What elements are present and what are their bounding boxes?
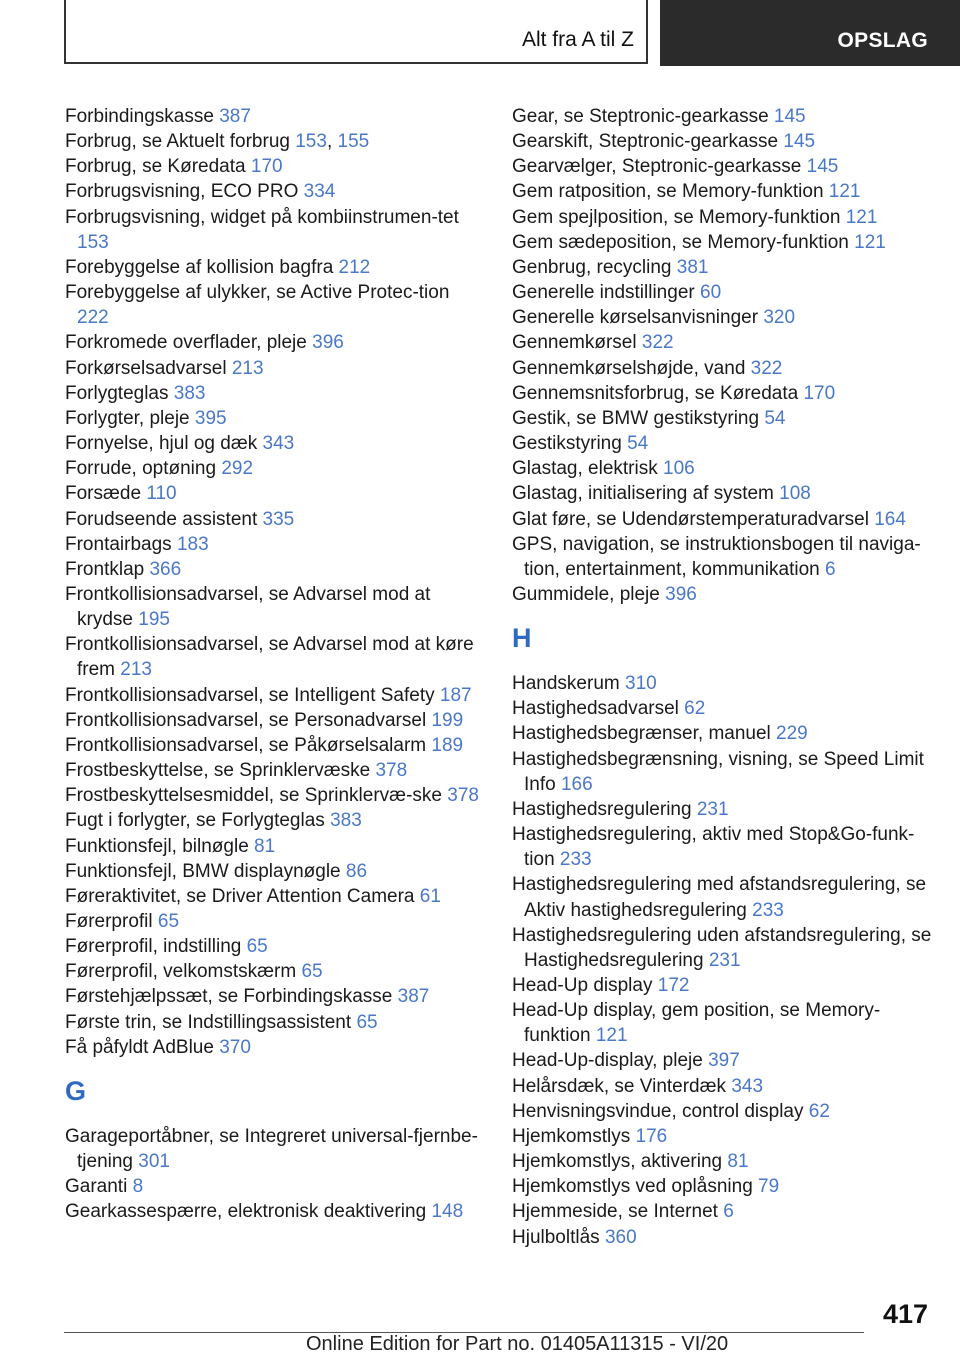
index-entry [512,330,932,355]
index-entry-term: Genbrug, recycling [512,256,677,278]
page-reference-link[interactable]: 396 [665,583,697,605]
page-reference-link[interactable]: 86 [345,860,368,882]
page-reference-link[interactable]: 81 [727,1151,749,1173]
index-entry-term: Føreraktivitet, se Driver Attention Camera [65,885,420,907]
index-entry-term: Frostbeskyttelse, se Sprinklervæske [65,760,376,782]
index-column-right [512,104,932,1250]
index-entry-term: Generelle kørselsanvisninger [512,307,764,329]
index-entry-term: Frontkollisionsadvarsel, se Advarsel mod at krydse [65,583,431,631]
index-entry [65,406,485,431]
index-entry-term: Forsæde [65,483,147,505]
index-entry [65,129,485,154]
index-entry [65,1010,485,1035]
index-entry-term: Hastighedsadvarsel [512,698,685,720]
index-entry [512,822,932,872]
index-entry [512,747,932,797]
index-entry-term: Frontairbags [65,533,177,555]
page-reference-link[interactable]: 231 [708,949,741,971]
index-entry-term: Hastighedsregulering [512,798,697,820]
index-entry [65,808,485,833]
page-reference-link[interactable]: 164 [874,508,906,530]
index-entry [65,582,485,632]
index-entry-term: Gennemsnitsforbrug, se Køredata [512,382,804,404]
index-entry [512,1074,932,1099]
page-reference-link[interactable]: 166 [560,773,593,795]
index-entry-term: Gestikstyring [512,433,628,455]
page-reference-link[interactable]: 106 [663,458,695,480]
index-entry-term: Førstehjælpssæt, se Forbindingskasse [65,986,398,1008]
index-entry [512,1149,932,1174]
index-entry-term: Gearvælger, Steptronic-gearkasse [512,156,807,178]
index-entry-term: Forkørselsadvarsel [65,357,232,379]
page-reference-link[interactable]: 121 [854,231,886,253]
chapter-tab [660,0,960,66]
index-entry [512,1099,932,1124]
index-entry [65,758,485,783]
page-reference-link[interactable]: 79 [758,1176,780,1198]
section-header-box [64,0,648,64]
page-reference-link[interactable]: 222 [77,307,109,329]
index-entry-term: Hjemkomstlys ved oplåsning [512,1176,759,1198]
index-entry-term: Funktionsfejl, BMW displaynøgle [65,860,346,882]
index-entry-term: Hjemkomstlys, aktivering [512,1151,728,1173]
index-entry-term: Head-Up-display, pleje [512,1050,709,1072]
index-entry [512,104,932,129]
index-entry-term: Forbrug, se Køredata [65,156,251,178]
page-reference-link[interactable]: 189 [431,734,464,756]
index-entry-term: Gearskift, Steptronic-gearkasse [512,131,784,153]
index-entry [512,721,932,746]
page-reference-link[interactable]: 343 [262,433,295,455]
index-entry [512,923,932,973]
page-reference-link[interactable]: 121 [845,206,878,228]
index-entry-term: Forudseende assistent [65,508,263,530]
index-entry-term: Handskerum [512,673,625,695]
index-entry-term: Forbrug, se Aktuelt forbrug [65,131,296,153]
index-entry [65,909,485,934]
index-entry-term: Hastighedsregulering uden afstandsregulering, se Hastighedsregulering [512,924,932,971]
index-entry [512,456,932,481]
index-entry [512,356,932,381]
page-reference-link[interactable]: 153 [77,231,109,253]
index-entry [65,456,485,481]
page-reference-link[interactable]: 322 [750,357,783,379]
index-entry [512,872,932,922]
index-entry-term: Frontkollisionsadvarsel, se Advarsel mod at køre frem [65,634,474,681]
index-entry [65,884,485,909]
index-entry [65,959,485,984]
page-reference-link[interactable]: 366 [149,558,182,580]
index-entry [512,406,932,431]
index-entry-term: Helårsdæk, se Vinterdæk [512,1075,732,1097]
index-entry-term: Førerprofil, velkomstskærm [65,961,302,983]
index-entry [512,507,932,532]
index-entry [65,104,485,129]
index-entry [512,1225,932,1250]
index-entry-term: Glat føre, se Udendørstemperaturadvarsel [512,508,875,530]
index-entry-term: Glastag, initialisering af system [512,483,780,505]
chapter-title: OPSLAG [837,29,928,52]
index-letter-heading: H [512,623,532,654]
index-entry-term: Forrude, optøning [65,458,222,480]
index-entry-term: Hastighedsregulering, aktiv med Stop&Go-funk‐tion [512,824,915,871]
index-entry [65,280,485,330]
page-reference-link[interactable]: 61 [419,885,441,907]
page-reference-link[interactable]: 153 [295,131,327,153]
page-reference-link[interactable]: 187 [439,684,472,706]
page-reference-link[interactable]: 155 [337,131,370,153]
page-reference-link[interactable]: 65 [157,911,180,932]
page-header [0,0,960,66]
index-entry [65,179,485,204]
page-reference-link[interactable]: 121 [828,181,861,203]
index-entry [65,1035,485,1060]
index-entry-term: Første trin, se Indstillingsassistent [65,1011,357,1033]
page-reference-link[interactable]: 65 [301,961,323,983]
page-reference-link[interactable]: 6 [825,558,836,580]
index-entry [65,783,485,808]
page-reference-link[interactable]: 110 [146,483,177,505]
index-entry [65,683,485,708]
index-entry [512,154,932,179]
index-entry-term: Gennemkørsel [512,332,642,354]
index-entry-term: Forbrugsvisning, ECO PRO [65,181,304,203]
page-reference-link[interactable]: 310 [625,673,657,695]
index-entry-term: Fornyelse, hjul og dæk [65,433,263,455]
page-reference-link[interactable]: 54 [627,433,649,455]
index-entry [512,973,932,998]
page-reference-link[interactable]: 383 [173,382,206,404]
index-entry [65,557,485,582]
index-entry-term: Frontkollisionsadvarsel, se Intelligent Safety [65,684,440,706]
index-entry [65,1124,485,1174]
page-reference-link[interactable]: 145 [806,156,839,178]
index-entry [65,481,485,506]
index-entry-term: Hastighedsregulering med afstandsregulering, se Aktiv hastighedsregulering [512,874,927,921]
index-entry-term: Forebyggelse af ulykker, se Active Protec‐tion [65,282,450,304]
index-entry [512,1124,932,1149]
index-entry [512,998,932,1048]
index-entry [512,1048,932,1073]
page-reference-link[interactable]: 148 [431,1201,464,1223]
index-entry [512,696,932,721]
page-reference-link[interactable]: 199 [431,709,464,731]
index-entry-term: Gestik, se BMW gestikstyring [512,407,765,429]
index-entry [512,532,932,582]
page-reference-link[interactable]: 383 [330,810,362,832]
index-entry-term: Garanti [65,1176,133,1198]
page-reference-link[interactable]: 233 [559,849,592,871]
index-entry-term: Frontklap [65,558,150,580]
page-reference-link[interactable]: 301 [138,1151,170,1173]
index-entry-term: Fugt i forlygter, se Forlygteglas [65,810,331,832]
index-entry-term: Head-Up display, gem position, se Memory-funktion [512,1000,881,1047]
page-reference-link[interactable]: 320 [763,307,796,329]
index-entry [65,205,485,255]
footer-edition-text: Online Edition for Part no. 01405A11315 - VI/20 [306,1333,729,1355]
index-entry-term: Frostbeskyttelsesmiddel, se Sprinklervæ‐ske [65,785,448,807]
page-reference-link[interactable]: 395 [194,407,227,429]
index-entry-term: Frontkollisionsadvarsel, se Påkørselsalarm [65,734,432,756]
page-reference-link[interactable]: 62 [808,1100,830,1122]
page-reference-link[interactable]: 378 [447,785,479,807]
page-reference-link[interactable]: 334 [303,181,336,203]
index-entry [65,507,485,532]
page-ref-separator: , [326,131,338,153]
index-entry [512,1174,932,1199]
page-reference-link[interactable]: 397 [708,1050,740,1072]
index-entry [65,356,485,381]
index-entry-term: Forlygteglas [65,382,174,404]
index-entry [65,632,485,682]
index-entry-term: Gem spejlposition, se Memory-funktion [512,206,846,228]
page-reference-link[interactable]: 292 [221,458,254,480]
page-reference-link[interactable]: 335 [262,508,295,530]
index-entry-term: Generelle indstillinger [512,282,700,304]
page-reference-link[interactable]: 370 [219,1036,251,1058]
index-entry [65,381,485,406]
index-entry [65,708,485,733]
index-entry-term: Garageportåbner, se Integreret universal-fjernbe‐tjening [65,1125,478,1173]
index-entry [512,205,932,230]
page-reference-link[interactable]: 378 [375,760,408,782]
page-reference-link[interactable]: 195 [138,609,170,631]
page-number: 417 [882,1299,928,1329]
page-reference-link[interactable]: 145 [783,131,816,153]
index-entry-term: Forbrugsvisning, widget på kombiinstrumen‐tet [65,206,459,228]
page-reference-link[interactable]: 229 [776,723,808,745]
page-reference-link[interactable]: 233 [752,899,784,921]
page-reference-link[interactable]: 121 [595,1025,628,1047]
page-reference-link[interactable]: 170 [803,382,836,404]
index-entry [512,582,932,607]
index-entry [512,255,932,280]
page-reference-link[interactable]: 231 [696,798,729,820]
index-entry [512,305,932,330]
page-reference-link[interactable]: 381 [676,256,709,278]
index-entry [65,330,485,355]
index-entry-term: Hastighedsbegrænser, manuel [512,723,777,745]
index-entry-term: GPS, navigation, se instruktionsbogen til naviga‐tion, entertainment, kommunikation [512,533,921,580]
index-entry-term: Hjemmeside, se Internet [512,1201,724,1223]
page-reference-link[interactable]: 387 [397,986,430,1008]
index-entry-term: Førerprofil, indstilling [65,936,247,958]
index-entry [512,481,932,506]
index-entry [65,859,485,884]
index-entry [65,834,485,859]
index-entry [65,431,485,456]
index-entry [512,280,932,305]
index-entry [65,1199,485,1224]
index-entry-term: Hjulboltlås [512,1226,605,1248]
index-entry-term: Forbindingskasse [65,106,220,127]
index-entry-term: Hastighedsbegrænsning, visning, se Speed Limit Info [512,748,924,795]
index-entry-term: Henvisningsvindue, control display [512,1100,809,1122]
index-entry-term: Få påfyldt AdBlue [65,1036,220,1058]
page-reference-link[interactable]: 322 [641,332,674,354]
index-entry [65,154,485,179]
index-column-left [65,104,485,1225]
index-entry [512,797,932,822]
index-entry [512,1199,932,1224]
page-reference-link[interactable]: 387 [219,106,251,127]
page-reference-link[interactable]: 81 [254,835,276,857]
index-entry [65,532,485,557]
index-letter-heading: G [65,1075,87,1106]
index-entry [512,671,932,696]
page-reference-link[interactable]: 183 [176,533,209,555]
index-entry [65,1174,485,1199]
index-entry [512,431,932,456]
index-entry [65,984,485,1009]
section-title: Alt fra A til Z [521,28,634,51]
index-entry-term: Gennemkørselshøjde, vand [512,357,751,379]
page-reference-link[interactable]: 343 [731,1075,764,1097]
page-reference-link[interactable]: 176 [635,1125,668,1147]
index-entry-term: Førerprofil [65,911,158,932]
index-entry-term: Gummidele, pleje [512,583,666,605]
page-reference-link[interactable]: 145 [773,106,806,127]
index-entry-term: Hjemkomstlys [512,1125,636,1147]
index-entry-term: Forlygter, pleje [65,407,195,429]
page-reference-link[interactable]: 396 [312,332,344,354]
page-reference-link[interactable]: 65 [246,936,268,958]
page-reference-link[interactable]: 60 [700,282,722,304]
index-entry [65,733,485,758]
index-entry-term: Forebyggelse af kollision bagfra [65,256,339,278]
page-reference-link[interactable]: 213 [120,659,152,681]
index-entry [65,934,485,959]
index-entry-term: Frontkollisionsadvarsel, se Personadvarsel [65,709,432,731]
index-entry-term: Gem ratposition, se Memory-funktion [512,181,829,203]
page-reference-link[interactable]: 172 [657,975,690,996]
index-entry-term: Head-Up display [512,975,658,996]
page-reference-link[interactable]: 54 [764,407,786,429]
index-entry [512,230,932,255]
page-reference-link[interactable]: 62 [684,698,706,720]
page-reference-link[interactable]: 6 [723,1201,734,1223]
index-entry-term: Gem sædeposition, se Memory-funktion [512,231,855,253]
index-entry [512,179,932,204]
page-reference-link[interactable]: 360 [604,1226,637,1248]
page-reference-link[interactable]: 213 [231,357,264,379]
index-entry [512,381,932,406]
index-entry-term: Gear, se Steptronic-gearkasse [512,106,774,127]
index-entry [512,129,932,154]
index-entry-term: Forkromede overflader, pleje [65,332,313,354]
page-reference-link[interactable]: 108 [779,483,811,505]
index-entry-term: Funktionsfejl, bilnøgle [65,835,255,857]
page-reference-link[interactable]: 65 [356,1011,378,1033]
page-reference-link[interactable]: 170 [250,156,283,178]
page-reference-link[interactable]: 212 [338,256,371,278]
index-entry-term: Gearkassespærre, elektronisk deaktivering [65,1201,432,1223]
page-reference-link[interactable]: 8 [132,1176,144,1198]
index-entry-term: Glastag, elektrisk [512,458,663,480]
index-entry [65,255,485,280]
